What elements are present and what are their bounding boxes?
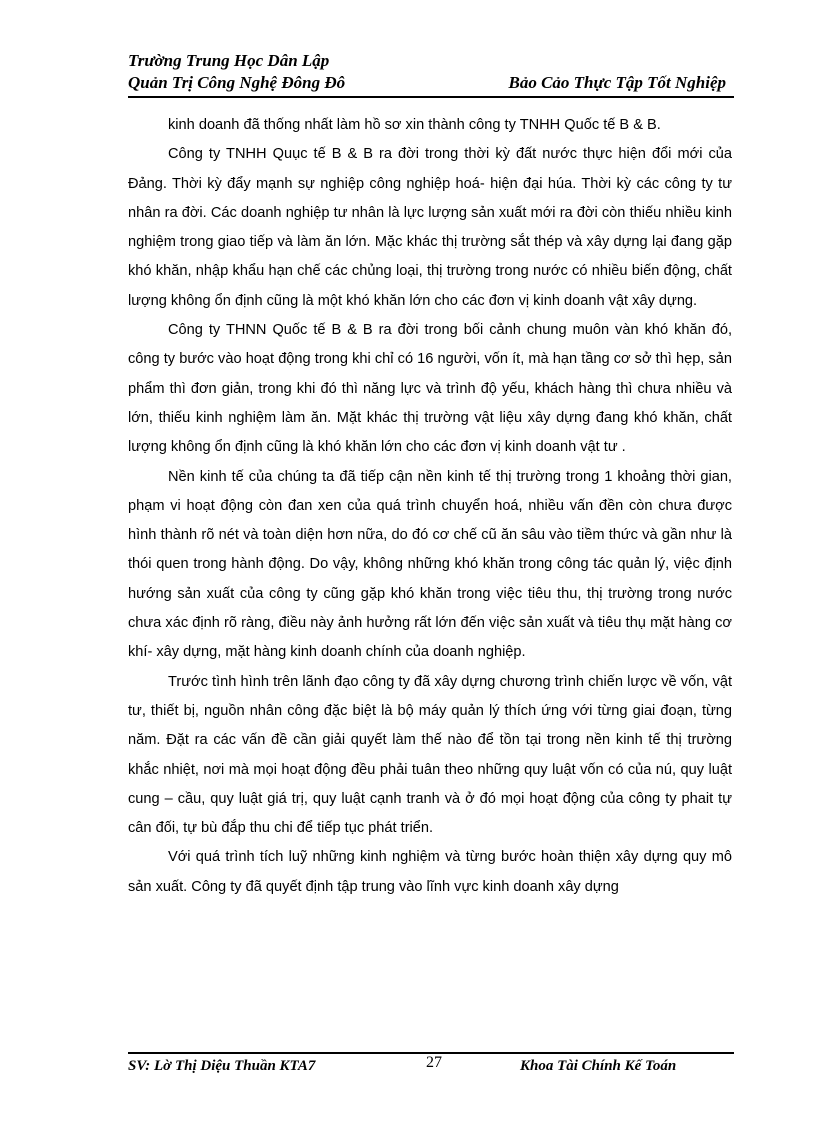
paragraph: kinh doanh đã thống nhất làm hồ sơ xin thành công ty TNHH Quốc tế B & B. — [168, 117, 661, 133]
paragraph: Trước tình hình trên lãnh đạo công ty đã xây dựng chương trình chiến lược về vốn, vật tư, thiết bị, nguồn nhân công đặc biệt là bộ máy quản lý thích ứng với từng giai đoạn, từng năm. Đặt ra các vấn đề cần giải quyết làm thế nào để tồn tại trong nền kinh tế thị trường khắc nhiệt, nơi mà mọi hoạt động đều phải tuân theo những quy luật vốn có của nú, quy luật cung – cầu, quy luật giá trị, quy luật cạnh tranh và ở đó mọi hoạt động của công ty phait tự cân đối, tự bù đắp thu chi để tiếp tục phát triển. — [128, 673, 732, 837]
page-number: 27 — [426, 1054, 442, 1071]
report-title: Bảo Cảo Thực Tập Tốt Nghiệp — [508, 73, 726, 92]
document-body — [128, 111, 732, 902]
school-name: Trường Trung Học Dân Lập — [128, 51, 330, 70]
paragraph: Với quá trình tích luỹ những kinh nghiệm và từng bước hoàn thiện xây dựng quy mô sản xuất. Công ty đã quyết định tập trung vào lĩnh vực kinh doanh xây dựng — [128, 849, 732, 895]
paragraph: Công ty THNN Quốc tế B & B ra đời trong bối cảnh chung muôn vàn khó khăn đó, công ty bước vào hoạt động trong khi chỉ có 16 người, vốn ít, mà hạn tầng cơ sở thì hẹp, sản phẩm thì đơn giản, trong khi đó thì năng lực và trình độ yếu, khách hàng thì chưa nhiều và lớn, thiếu kinh nghiệm làm ăn. Mặt khác thị trường vật liệu xây dựng đang khó khăn, chất lượng không ổn định cũng là khó khăn lớn cho các đơn vị kinh doanh vật tư . — [128, 322, 732, 456]
faculty-name: Khoa Tài Chính Kế Toán — [520, 1058, 677, 1074]
page-header — [128, 50, 734, 94]
header-second-line — [128, 72, 734, 94]
header-divider — [128, 96, 734, 98]
student-name: SV: Lờ Thị Diệu Thuần KTA7 — [128, 1058, 316, 1074]
paragraph: Nền kinh tế của chúng ta đã tiếp cận nền kinh tế thị trường trong 1 khoảng thời gian, phạm vi hoạt động còn đan xen của quá trình chuyển hoá, nhiều vấn đền còn chưa được hình thành rõ nét và toàn diện hơn nữa, do đó cơ chế cũ ăn sâu vào tiềm thức và gần như là thói quen trong hành động. Do vậy, không những khó khăn trong công tác quản lý, việc định hướng sản xuất của công ty cũng gặp khó khăn trong việc tiêu thu, thị trường trong nước chưa xác định rõ ràng, điều này ảnh hưởng rất lớn đến việc sản xuất và tiêu thụ mặt hàng cơ khí- xây dựng, mặt hàng kinh doanh chính của doanh nghiệp. — [128, 468, 732, 661]
page-footer — [128, 1055, 734, 1077]
school-subtitle: Quản Trị Công Nghệ Đông Đô — [128, 73, 346, 92]
paragraph: Công ty TNHH Quục tế B & B ra đời trong thời kỳ đất nước thực hiện đổi mới của Đảng. Thời kỳ đẩy mạnh sự nghiệp công nghiệp hoá- hiện đại húa. Thời kỳ các công ty tư nhân ra đời. Các doanh nghiệp tư nhân là lực lượng sản xuất mới ra đời còn thiếu nhiều kinh nghiệm trong giao tiếp và làm ăn lớn. Mặc khác thị trường sắt thép và xây dựng lại đang gặp khó khăn, nhập khẩu hạn chế các chủng loại, thị trường trong nước có nhiều biến động, chất lượng không ổn định cũng là một khó khăn lớn cho các đơn vị kinh doanh vật xây dựng. — [128, 146, 732, 309]
